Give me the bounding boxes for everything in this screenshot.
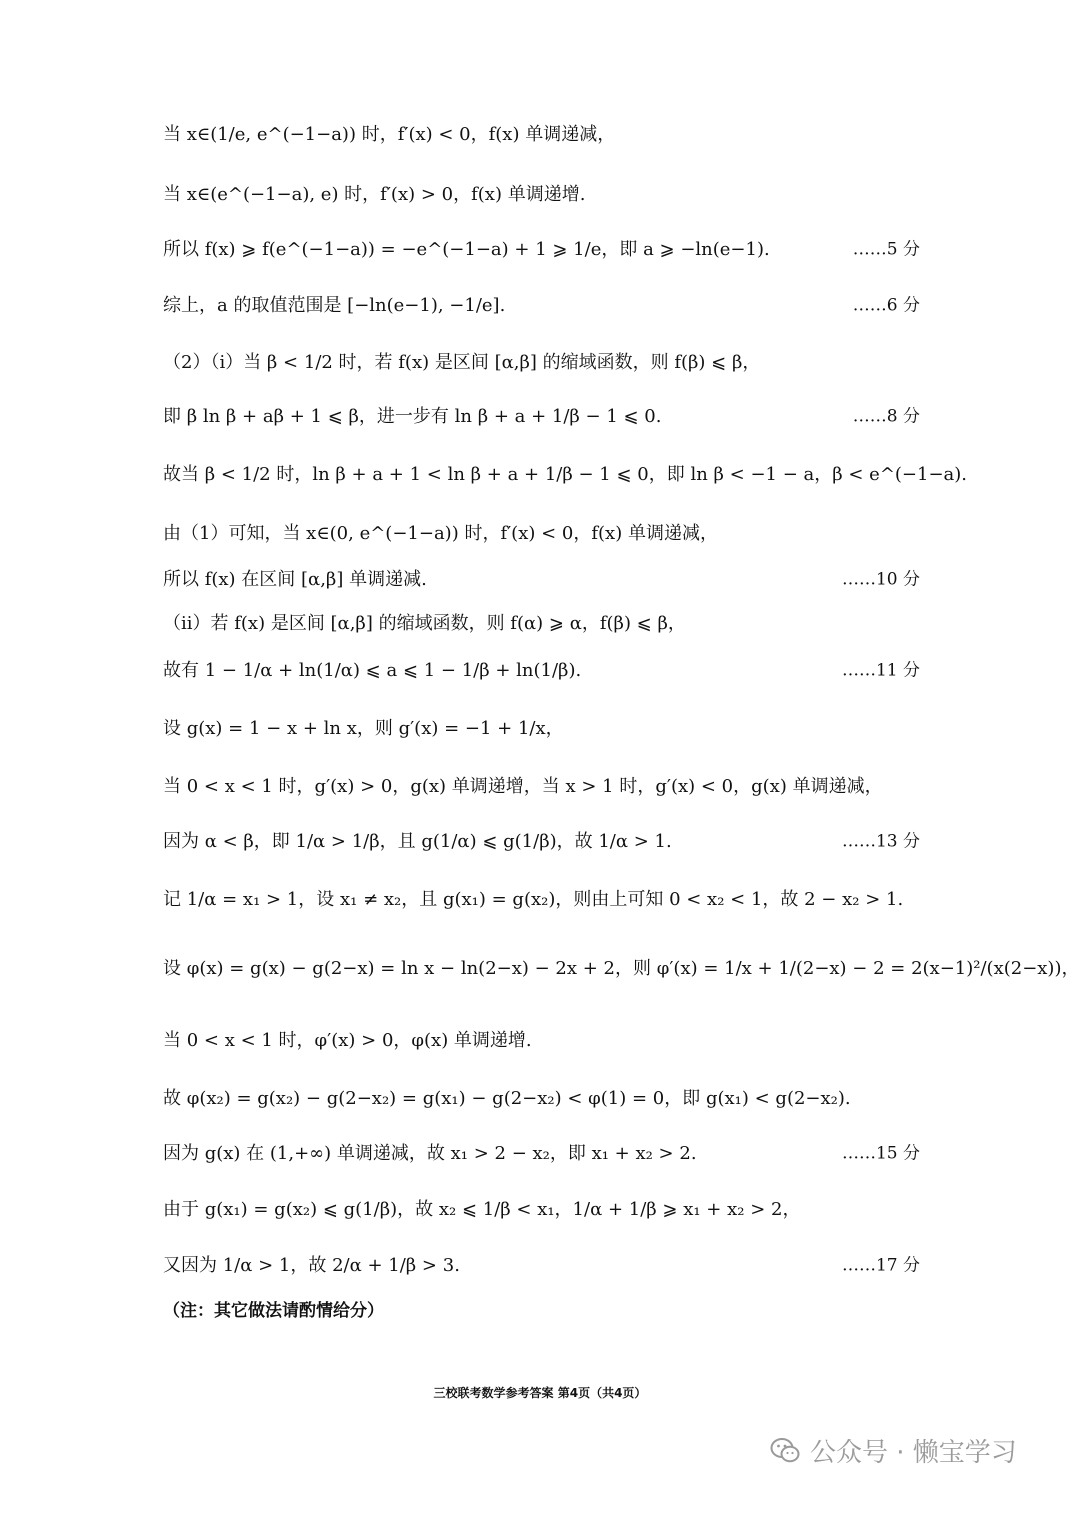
solution-line: 故 φ(x₂) = g(x₂) − g(2−x₂) = g(x₁) − g(2−x₂) < φ(1) = 0，即 g(x₁) < g(2−x₂). bbox=[163, 1088, 851, 1109]
solution-line: 因为 α < β，即 1/α > 1/β，且 g(1/α) ⩽ g(1/β)，故 1/α > 1. ……13 分 bbox=[163, 831, 920, 852]
score-mark: ……6 分 bbox=[852, 295, 920, 316]
score-mark: ……13 分 bbox=[841, 831, 920, 852]
page-footer: 三校联考数学参考答案 第4页（共4页） bbox=[433, 1386, 647, 1400]
solution-line: 故当 β < 1/2 时，ln β + a + 1 < ln β + a + 1/β − 1 ⩽ 0，即 ln β < −1 − a，β < e^(−1−a). bbox=[163, 464, 968, 485]
solution-line: 即 β ln β + aβ + 1 ⩽ β，进一步有 ln β + a + 1/β − 1 ⩽ 0. ……8 分 bbox=[163, 406, 920, 427]
solution-line: 综上，a 的取值范围是 [−ln(e−1), −1/e]. ……6 分 bbox=[163, 295, 920, 316]
wechat-icon bbox=[770, 1437, 800, 1465]
solution-line: 设 φ(x) = g(x) − g(2−x) = ln x − ln(2−x) − 2x + 2，则 φ′(x) = 1/x + 1/(2−x) − 2 = 2(x−1)²/(x(2−x))， bbox=[163, 958, 1080, 979]
score-mark: ……8 分 bbox=[852, 406, 920, 427]
solution-line: 当 0 < x < 1 时，g′(x) > 0，g(x) 单调递增，当 x > 1 时，g′(x) < 0，g(x) 单调递减， bbox=[163, 776, 883, 797]
score-mark: ……15 分 bbox=[841, 1143, 920, 1164]
solution-line: 又因为 1/α > 1，故 2/α + 1/β > 3. ……17 分 bbox=[163, 1255, 920, 1276]
score-mark: ……17 分 bbox=[841, 1255, 920, 1276]
solution-line: 设 g(x) = 1 − x + ln x，则 g′(x) = −1 + 1/x， bbox=[163, 718, 564, 739]
solution-line: 所以 f(x) ⩾ f(e^(−1−a)) = −e^(−1−a) + 1 ⩾ 1/e，即 a ⩾ −ln(e−1). ……5 分 bbox=[163, 239, 920, 260]
solution-line: 由于 g(x₁) = g(x₂) ⩽ g(1/β)，故 x₂ ⩽ 1/β < x₁，1/α + 1/β ⩾ x₁ + x₂ > 2， bbox=[163, 1199, 801, 1220]
solution-line: 故有 1 − 1/α + ln(1/α) ⩽ a ⩽ 1 − 1/β + ln(1/β). ……11 分 bbox=[163, 660, 920, 681]
solution-line: 由（1）可知，当 x∈(0, e^(−1−a)) 时，f′(x) < 0，f(x) 单调递减， bbox=[163, 523, 718, 544]
solution-line: 当 0 < x < 1 时，φ′(x) > 0，φ(x) 单调递增. bbox=[163, 1030, 532, 1051]
solution-line: 当 x∈(e^(−1−a), e) 时，f′(x) > 0，f(x) 单调递增. bbox=[163, 184, 586, 205]
solution-line: （2）（i）当 β < 1/2 时，若 f(x) 是区间 [α,β] 的缩域函数，则 f(β) ⩽ β， bbox=[163, 352, 761, 373]
solution-line: 所以 f(x) 在区间 [α,β] 单调递减. ……10 分 bbox=[163, 569, 920, 590]
watermark-text: 公众号 · 懒宝学习 bbox=[810, 1438, 1017, 1468]
solution-line: 记 1/α = x₁ > 1，设 x₁ ≠ x₂，且 g(x₁) = g(x₂)，则由上可知 0 < x₂ < 1，故 2 − x₂ > 1. bbox=[163, 889, 904, 910]
grading-note: （注：其它做法请酌情给分） bbox=[163, 1301, 384, 1321]
watermark bbox=[770, 1432, 1017, 1469]
solution-line: 当 x∈(1/e, e^(−1−a)) 时，f′(x) < 0，f(x) 单调递减， bbox=[163, 124, 616, 145]
score-mark: ……11 分 bbox=[841, 660, 920, 681]
score-mark: ……5 分 bbox=[852, 239, 920, 260]
solution-line: 因为 g(x) 在 (1,+∞) 单调递减，故 x₁ > 2 − x₂，即 x₁ + x₂ > 2. ……15 分 bbox=[163, 1143, 920, 1164]
score-mark: ……10 分 bbox=[841, 569, 920, 590]
solution-line: （ii）若 f(x) 是区间 [α,β] 的缩域函数，则 f(α) ⩾ α，f(β) ⩽ β， bbox=[163, 613, 686, 634]
